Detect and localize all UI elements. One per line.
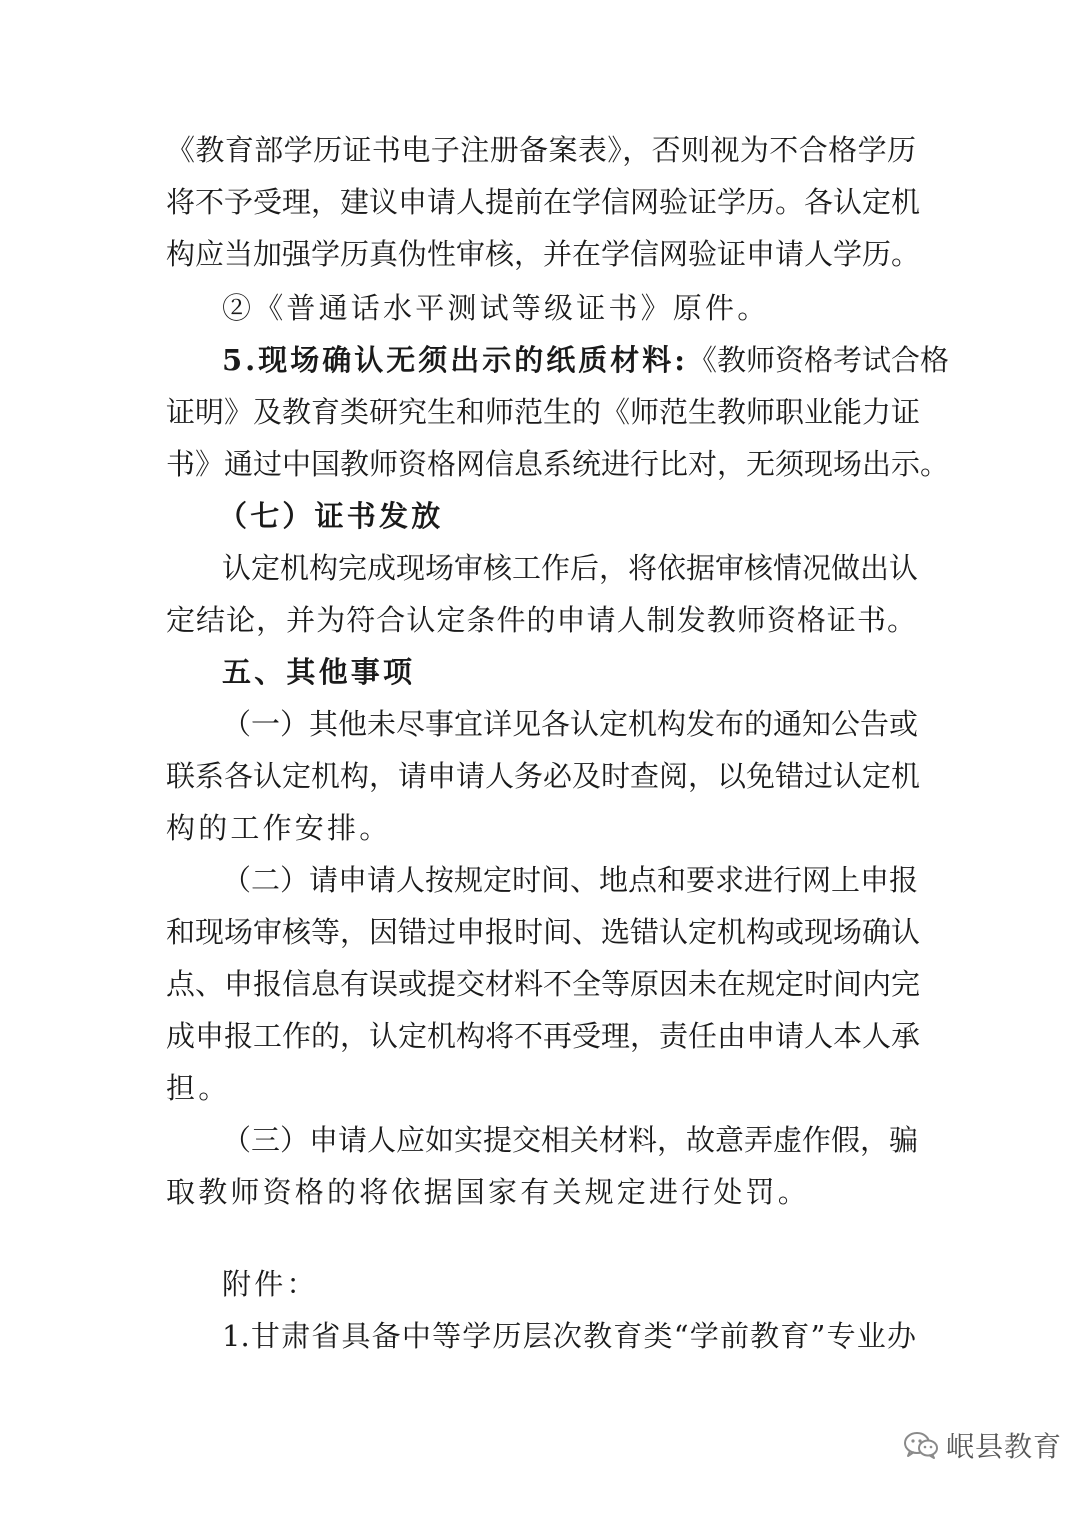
text-line: 联系各认定机构，请申请人务必及时查阅，以免错过认定机 <box>166 759 921 793</box>
item-5-heading: 5.现场确认无须出示的纸质材料: <box>222 343 688 377</box>
text-line: 认定机构完成现场审核工作后，将依据审核情况做出认 <box>222 551 919 585</box>
text-line: 将不予受理，建议申请人提前在学信网验证学历。各认定机 <box>166 185 921 219</box>
text-line: 和现场审核等，因错过申报时间、选错认定机构或现场确认 <box>166 915 921 949</box>
text-line: 点、申报信息有误或提交材料不全等原因未在规定时间内完 <box>166 967 921 1001</box>
text-line: 成申报工作的，认定机构将不再受理，责任由申请人本人承 <box>166 1019 921 1053</box>
item-5-text: 《教师资格考试合格 <box>687 343 949 377</box>
text-line: 担。 <box>166 1071 231 1105</box>
text-line: 《教育部学历证书电子注册备案表》，否则视为不合格学历 <box>166 133 916 167</box>
text-line: 证明》及教育类研究生和师范生的《师范生教师职业能力证 <box>166 395 921 429</box>
text-line: （三）申请人应如实提交相关材料，故意弄虚作假，骗 <box>222 1123 919 1157</box>
list-item-putonghua: ②《普通话水平测试等级证书》原件。 <box>222 291 770 325</box>
attachment-item-1: 1.甘肃省具备中等学历层次教育类“学前教育”专业办 <box>222 1319 916 1353</box>
text-line: 构应当加强学历真伪性审核，并在学信网验证申请人学历。 <box>166 237 921 271</box>
text-line: 取教师资格的将依据国家有关规定进行处罚。 <box>166 1175 811 1209</box>
text-line: 书》通过中国教师资格网信息系统进行比对，无须现场出示。 <box>166 447 950 481</box>
section-heading-certificate: （七）证书发放 <box>218 499 444 533</box>
watermark-text: 岷县教育 <box>946 1430 1063 1463</box>
account-watermark <box>902 1425 1062 1465</box>
attachment-label: 附件： <box>222 1267 319 1301</box>
text-line: 构的工作安排。 <box>166 811 392 845</box>
text-line: （一）其他未尽事宜详见各认定机构发布的通知公告或 <box>222 707 919 741</box>
wechat-icon <box>902 1430 940 1460</box>
text-line: 定结论，并为符合认定条件的申请人制发教师资格证书。 <box>166 603 916 637</box>
text-line: （二）请申请人按规定时间、地点和要求进行网上申报 <box>222 863 919 897</box>
item-5-heading-line <box>222 340 949 380</box>
section-heading-other: 五、其他事项 <box>222 655 416 689</box>
